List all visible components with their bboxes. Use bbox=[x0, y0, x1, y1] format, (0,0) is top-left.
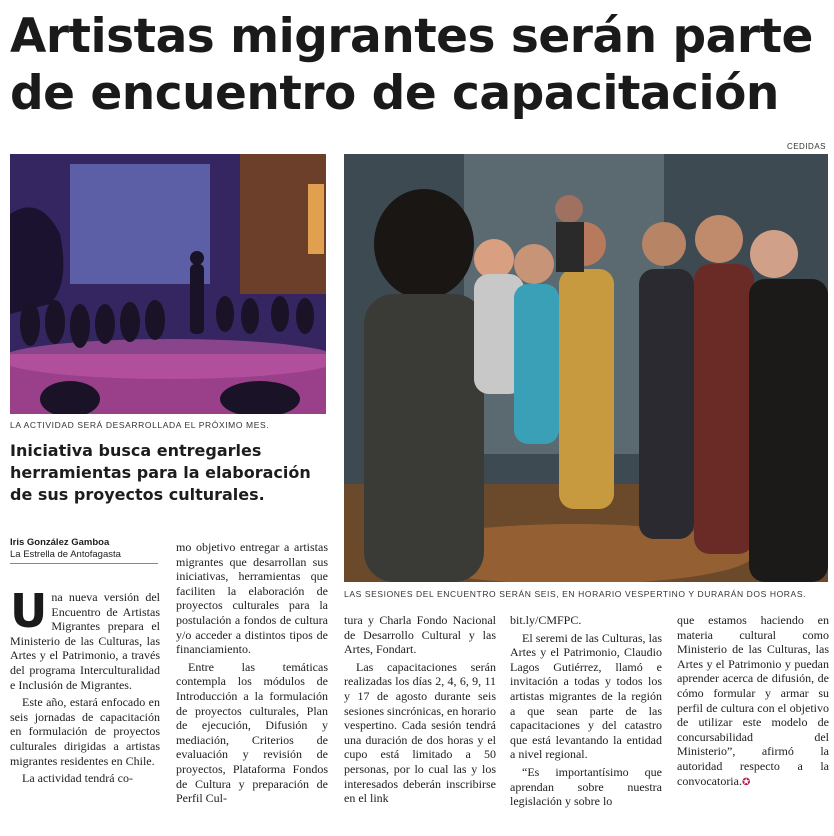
body-paragraph: El seremi de las Culturas, las Artes y el Patrimonio, Claudio Lagos Gutiérrez, llamó e invitación a todas y todos los artistas migrantes de la región a que sean parte de las capacitaciones y del catastro que está levantando la entidad a nivel regional. bbox=[510, 630, 662, 762]
end-mark-icon: ✪ bbox=[741, 776, 751, 788]
body-column-5 bbox=[677, 613, 829, 793]
drop-cap: U bbox=[10, 584, 48, 638]
body-paragraph: La actividad tendrá co- bbox=[22, 771, 133, 786]
body-paragraph: bit.ly/CMFPC. bbox=[510, 613, 582, 627]
article-deck: Iniciativa busca entregarles herramientas para la elaboración de sus proyectos culturales. bbox=[10, 441, 311, 504]
body-paragraph bbox=[677, 613, 829, 790]
body-text: na nueva versión del Encuentro de Artistas Migrantes prepara el Ministerio de las Culturas, las Artes y el Patrimonio, a través del programa Interculturalidad e Inclusión de Migrantes. bbox=[10, 590, 160, 692]
photo-participants bbox=[344, 154, 828, 582]
body-paragraph: “Es importantísimo que aprendan sobre nuestra legislación y sobre lo bbox=[510, 764, 662, 809]
photo-caption: LAS SESIONES DEL ENCUENTRO SERÁN SEIS, EN HORARIO VESPERTINO Y DURARÁN DOS HORAS. bbox=[344, 589, 807, 599]
body-paragraph bbox=[10, 584, 160, 692]
photo-caption: LA ACTIVIDAD SERÁ DESARROLLADA EL PRÓXIMO MES. bbox=[10, 420, 270, 430]
body-paragraph: Este año, estará enfocado en seis jornadas de capacitación en formulación de proyectos culturales dirigidas a artistas migrantes residentes en Chile. bbox=[10, 695, 160, 768]
body-column-4 bbox=[510, 613, 662, 812]
photo-performance bbox=[10, 154, 326, 414]
body-paragraph: Entre las temáticas contempla los módulos de Introducción a la formulación de proyectos culturales, Plan de ejecución, Difusión y mediación, Criterios de evaluación y revisión de proyectos, Plataforma Fondos de Cultura y preparación de Perfil Cul- bbox=[176, 659, 328, 806]
body-text: que estamos haciendo en materia cultural como Ministerio de las Culturas, las Artes y el Patrimonio y puedan aprender acerca de difusión, de cómo formular y armar su perfil de cultura con el objetivo de utilizar este modelo de concursabilidad del Ministerio”, afirmó la autoridad respecto a la convocatoria. bbox=[677, 613, 829, 788]
body-column-2 bbox=[176, 540, 328, 809]
author-name: Iris González Gamboa bbox=[10, 537, 110, 548]
headline: Artistas migrantes serán parte de encuentro de capacitación bbox=[10, 9, 813, 121]
byline-divider bbox=[10, 563, 158, 564]
byline bbox=[10, 537, 158, 561]
photo-credit: CEDIDAS bbox=[786, 142, 826, 151]
body-column-1 bbox=[10, 584, 160, 789]
body-paragraph: mo objetivo entregar a artistas migrantes que desarrollan sus iniciativas, herramientas que faciliten la elaboración de proyectos culturales para la postulación a fondos de cultura y/o acceder a distintos tipos de financiamiento. bbox=[176, 540, 328, 657]
publication-name: La Estrella de Antofagasta bbox=[10, 549, 121, 560]
body-paragraph: tura y Charla Fondo Nacional de Desarrollo Cultural y las Artes, Fondart. bbox=[344, 613, 496, 657]
body-paragraph: Las capacitaciones serán realizadas los días 2, 4, 6, 9, 11 y 17 de agosto durante seis sesiones sincrónicas, en horario vespertino. Cada sesión tendrá una duración de dos horas y el cupo está limitado a 50 personas, por lo cual las y los interesados deberán inscribirse en el link bbox=[344, 659, 496, 806]
body-column-3 bbox=[344, 613, 496, 809]
